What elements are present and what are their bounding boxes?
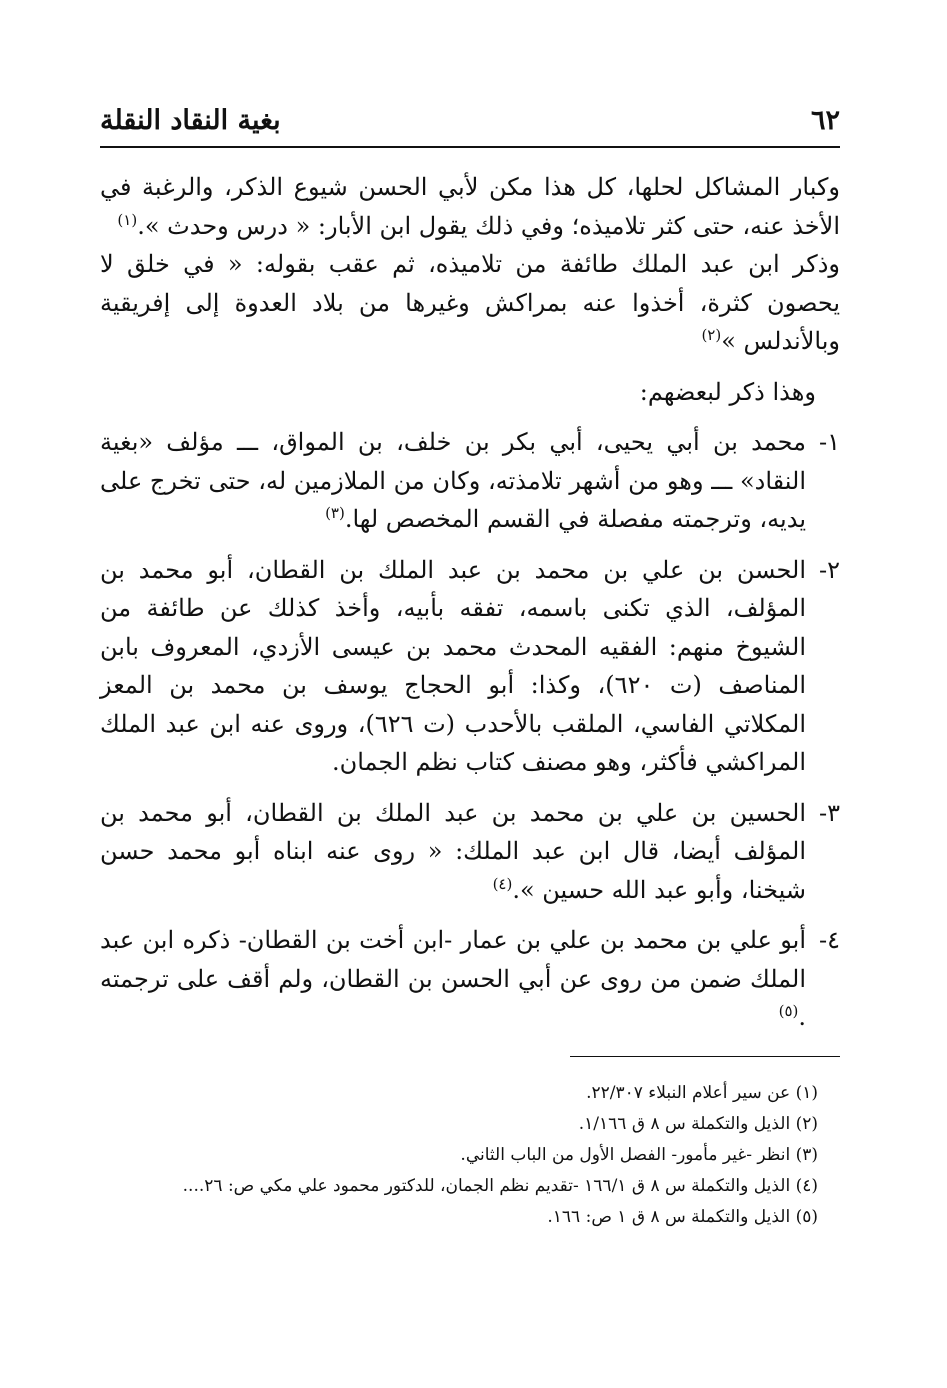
- footnote-ref-5: (٥): [778, 1002, 799, 1020]
- footnote-2: (٢) الذيل والتكملة س ٨ ق ١/١٦٦.: [578, 1114, 818, 1134]
- running-title: بغية النقاد النقلة: [100, 105, 281, 136]
- footnote-ref-3: (٣): [325, 504, 345, 522]
- header-divider: [100, 146, 840, 148]
- running-header: [100, 92, 840, 136]
- item-text: أبو علي بن محمد بن علي بن عمار -ابن أخت بن القطان- ذكره ابن عبد الملك ضمن من روى عن أبي الحسن بن القطان، ولم أقف على ترجمته .$^{(٥)}$: [100, 926, 806, 1031]
- item-number: ٤-: [819, 926, 840, 954]
- page-number: ٦٢: [810, 105, 840, 136]
- footnote-4: (٤) الذيل والتكملة س ٨ ق ١٦٦/١ -تقديم نظم الجمان، للدكتور محمود علي مكي ص: ٢٦....: [182, 1176, 818, 1196]
- item-text: الحسين بن علي بن محمد بن عبد الملك بن القطان، أبو محمد بن المؤلف أيضا، قال ابن عبد الملك: « روى عنه ابناه أبو محمد حسن شيخنا، وأبو عبد الله حسين ».$^{(٤)}$: [100, 798, 806, 904]
- intro-paragraph-3: وهذا ذكر لبعضهم:: [639, 377, 816, 406]
- intro-paragraph-1: وكبار المشاكل لحلها، كل هذا مكن لأبي الحسن شيوع الذكر، والرغبة في الأخذ عنه، حتى كثر تلاميذه؛ وفي ذلك يقول ابن الأبار: « درس وحدث ».$^{(١)}$: [100, 173, 840, 240]
- main-text: [100, 168, 840, 1037]
- intro-paragraph-2: وذكر ابن عبد الملك طائفة من تلاميذه، ثم عقب بقوله: « في خلق لا يحصون كثرة، أخذوا عنه بمراكش وغيرها من بلاد العدوة إلى إفريقية وبالأندلس »$^{(٢)}$: [100, 250, 840, 355]
- footnote-1: (١) عن سير أعلام النبلاء ٢٢/٣٠٧.: [586, 1083, 818, 1103]
- student-item-1: [100, 423, 840, 539]
- footnote-divider: [570, 1056, 840, 1057]
- footnotes: [100, 1080, 840, 1235]
- item-number: ٣-: [819, 798, 840, 827]
- footnote-ref-2: (٢): [701, 326, 722, 344]
- item-number: ٢-: [819, 555, 840, 584]
- item-text: الحسن بن علي بن محمد بن عبد الملك بن القطان، أبو محمد بن المؤلف، الذي تكنى باسمه، تفقه بأبيه، وأخذ كذلك عن طائفة من الشيوخ منهم: الفقيه المحدث محمد بن عيسى الأزدي، المعروف بابن المناصف (ت ٦٢٠)، وكذا: أبو الحجاج يوسف بن محمد بن المعز المكلاتي الفاسي، الملقب بالأحدب (ت ٦٢٦)، وروى عنه ابن عبد الملك المراكشي فأكثر، وهو مصنف كتاب نظم الجمان.: [100, 555, 806, 776]
- student-item-3: [100, 794, 840, 910]
- footnote-3: (٣) انظر -غير مأمور- الفصل الأول من الباب الثاني.: [460, 1145, 818, 1165]
- student-item-2: [100, 551, 840, 782]
- footnote-ref-4: (٤): [492, 874, 513, 893]
- item-number: ١-: [819, 428, 840, 456]
- item-text: محمد بن أبي يحيى، أبي بكر بن خلف، بن المواق، ـــ مؤلف «بغية النقاد» ـــ وهو من أشهر تلامذته، وكان من الملازمين له، حتى تخرج على يديه، وترجمته مفصلة في القسم المخصص لها.$^{(٣)}$: [100, 428, 806, 533]
- footnote-ref-1: (١): [117, 210, 138, 229]
- student-item-4: [100, 921, 840, 1037]
- footnote-5: (٥) الذيل والتكملة س ٨ ق ١ ص: ١٦٦.: [547, 1207, 818, 1227]
